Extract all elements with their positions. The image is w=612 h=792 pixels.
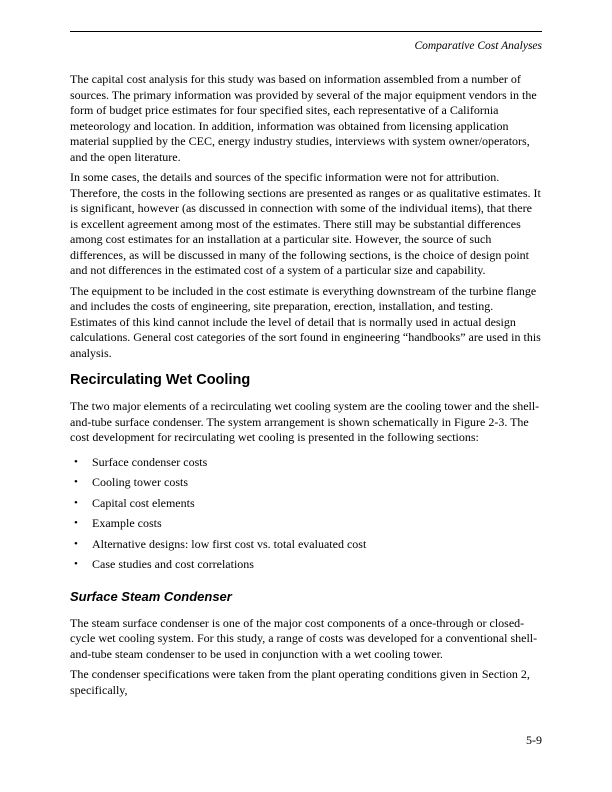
bullet-icon: • — [74, 537, 78, 550]
list-item — [70, 516, 542, 532]
running-header-title: Comparative Cost Analyses — [414, 40, 542, 52]
paragraph-recirculating-intro: The two major elements of a recirculating wet cooling system are the cooling tower and the shell-and-tube surface condenser. The system arrangement is shown schematically in Figure 2-3. The cost development for recirculating wet cooling is presented in the following sections: — [70, 399, 540, 444]
paragraph-steam-condenser-intro: The steam surface condenser is one of the major cost components of a once-through or closed-cycle wet cooling system. For this study, a range of costs was developed for a conventional shell-and-tube steam condenser to be used in conjunction with a wet cooling tower. — [70, 615, 538, 661]
list-item — [70, 537, 542, 553]
list-item-label: Surface condenser costs — [92, 454, 208, 469]
list-item-label: Alternative designs: low first cost vs. total evaluated cost — [92, 536, 367, 551]
bullet-icon: • — [74, 455, 78, 468]
paragraph-condenser-specifications: The condenser specifications were taken from the plant operating conditions given in Section 2, specifically, — [70, 667, 530, 697]
list-item — [70, 496, 542, 512]
paragraph-capital-cost-intro: The capital cost analysis for this study was based on information assembled from a number of sources. The primary information was provided by several of the major equipment vendors in the form of budget price estimates for four specified sites, each representative of a California meteorology and location. In addition, information was obtained from licensing application material supplied by the CEC, energy industry studies, interviews with system owner/operators, and the open literature. — [70, 72, 537, 164]
cost-sections-bullet-list — [70, 455, 542, 573]
section-heading-recirculating-wet-cooling: Recirculating Wet Cooling — [70, 372, 251, 388]
bullet-icon: • — [74, 558, 78, 570]
header-rule — [70, 31, 542, 32]
paragraph-equipment-scope: The equipment to be included in the cost estimate is everything downstream of the turbine flange and includes the costs of engineering, site preparation, erection, installation, and testing. Estimates of this kind cannot include the level of detail that is normally used in actual design calculations. General cost categories of the sort found in engineering “handbooks” are used in this analysis. — [70, 283, 541, 360]
bullet-icon: • — [74, 476, 78, 488]
list-item-label: Example costs — [92, 516, 162, 530]
paragraph-attribution: In some cases, the details and sources of the specific information were not for attribution. Therefore, the costs in the following sections are presented as ranges or as qualitative estimates. It is significant, however (as discussed in connection with some of the individual items), that there is excellent agreement among most of the estimates. There still may be substantial differences among cost estimates for an installation at a particular site. However, the source of such differences, as will be discussed in many of the following sections, is the choice of design point and not differences in the estimated cost of a system of a particular size and capability. — [70, 170, 541, 277]
list-item — [70, 475, 542, 491]
list-item-label: Cooling tower costs — [92, 475, 188, 489]
subsection-heading-surface-steam-condenser: Surface Steam Condenser — [70, 588, 232, 604]
list-item — [70, 455, 542, 471]
list-item — [70, 557, 542, 573]
list-item-label: Capital cost elements — [92, 495, 195, 510]
bullet-icon: • — [74, 517, 78, 529]
bullet-icon: • — [74, 496, 78, 509]
list-item-label: Case studies and cost correlations — [92, 557, 254, 571]
page-number: 5-9 — [526, 733, 542, 747]
